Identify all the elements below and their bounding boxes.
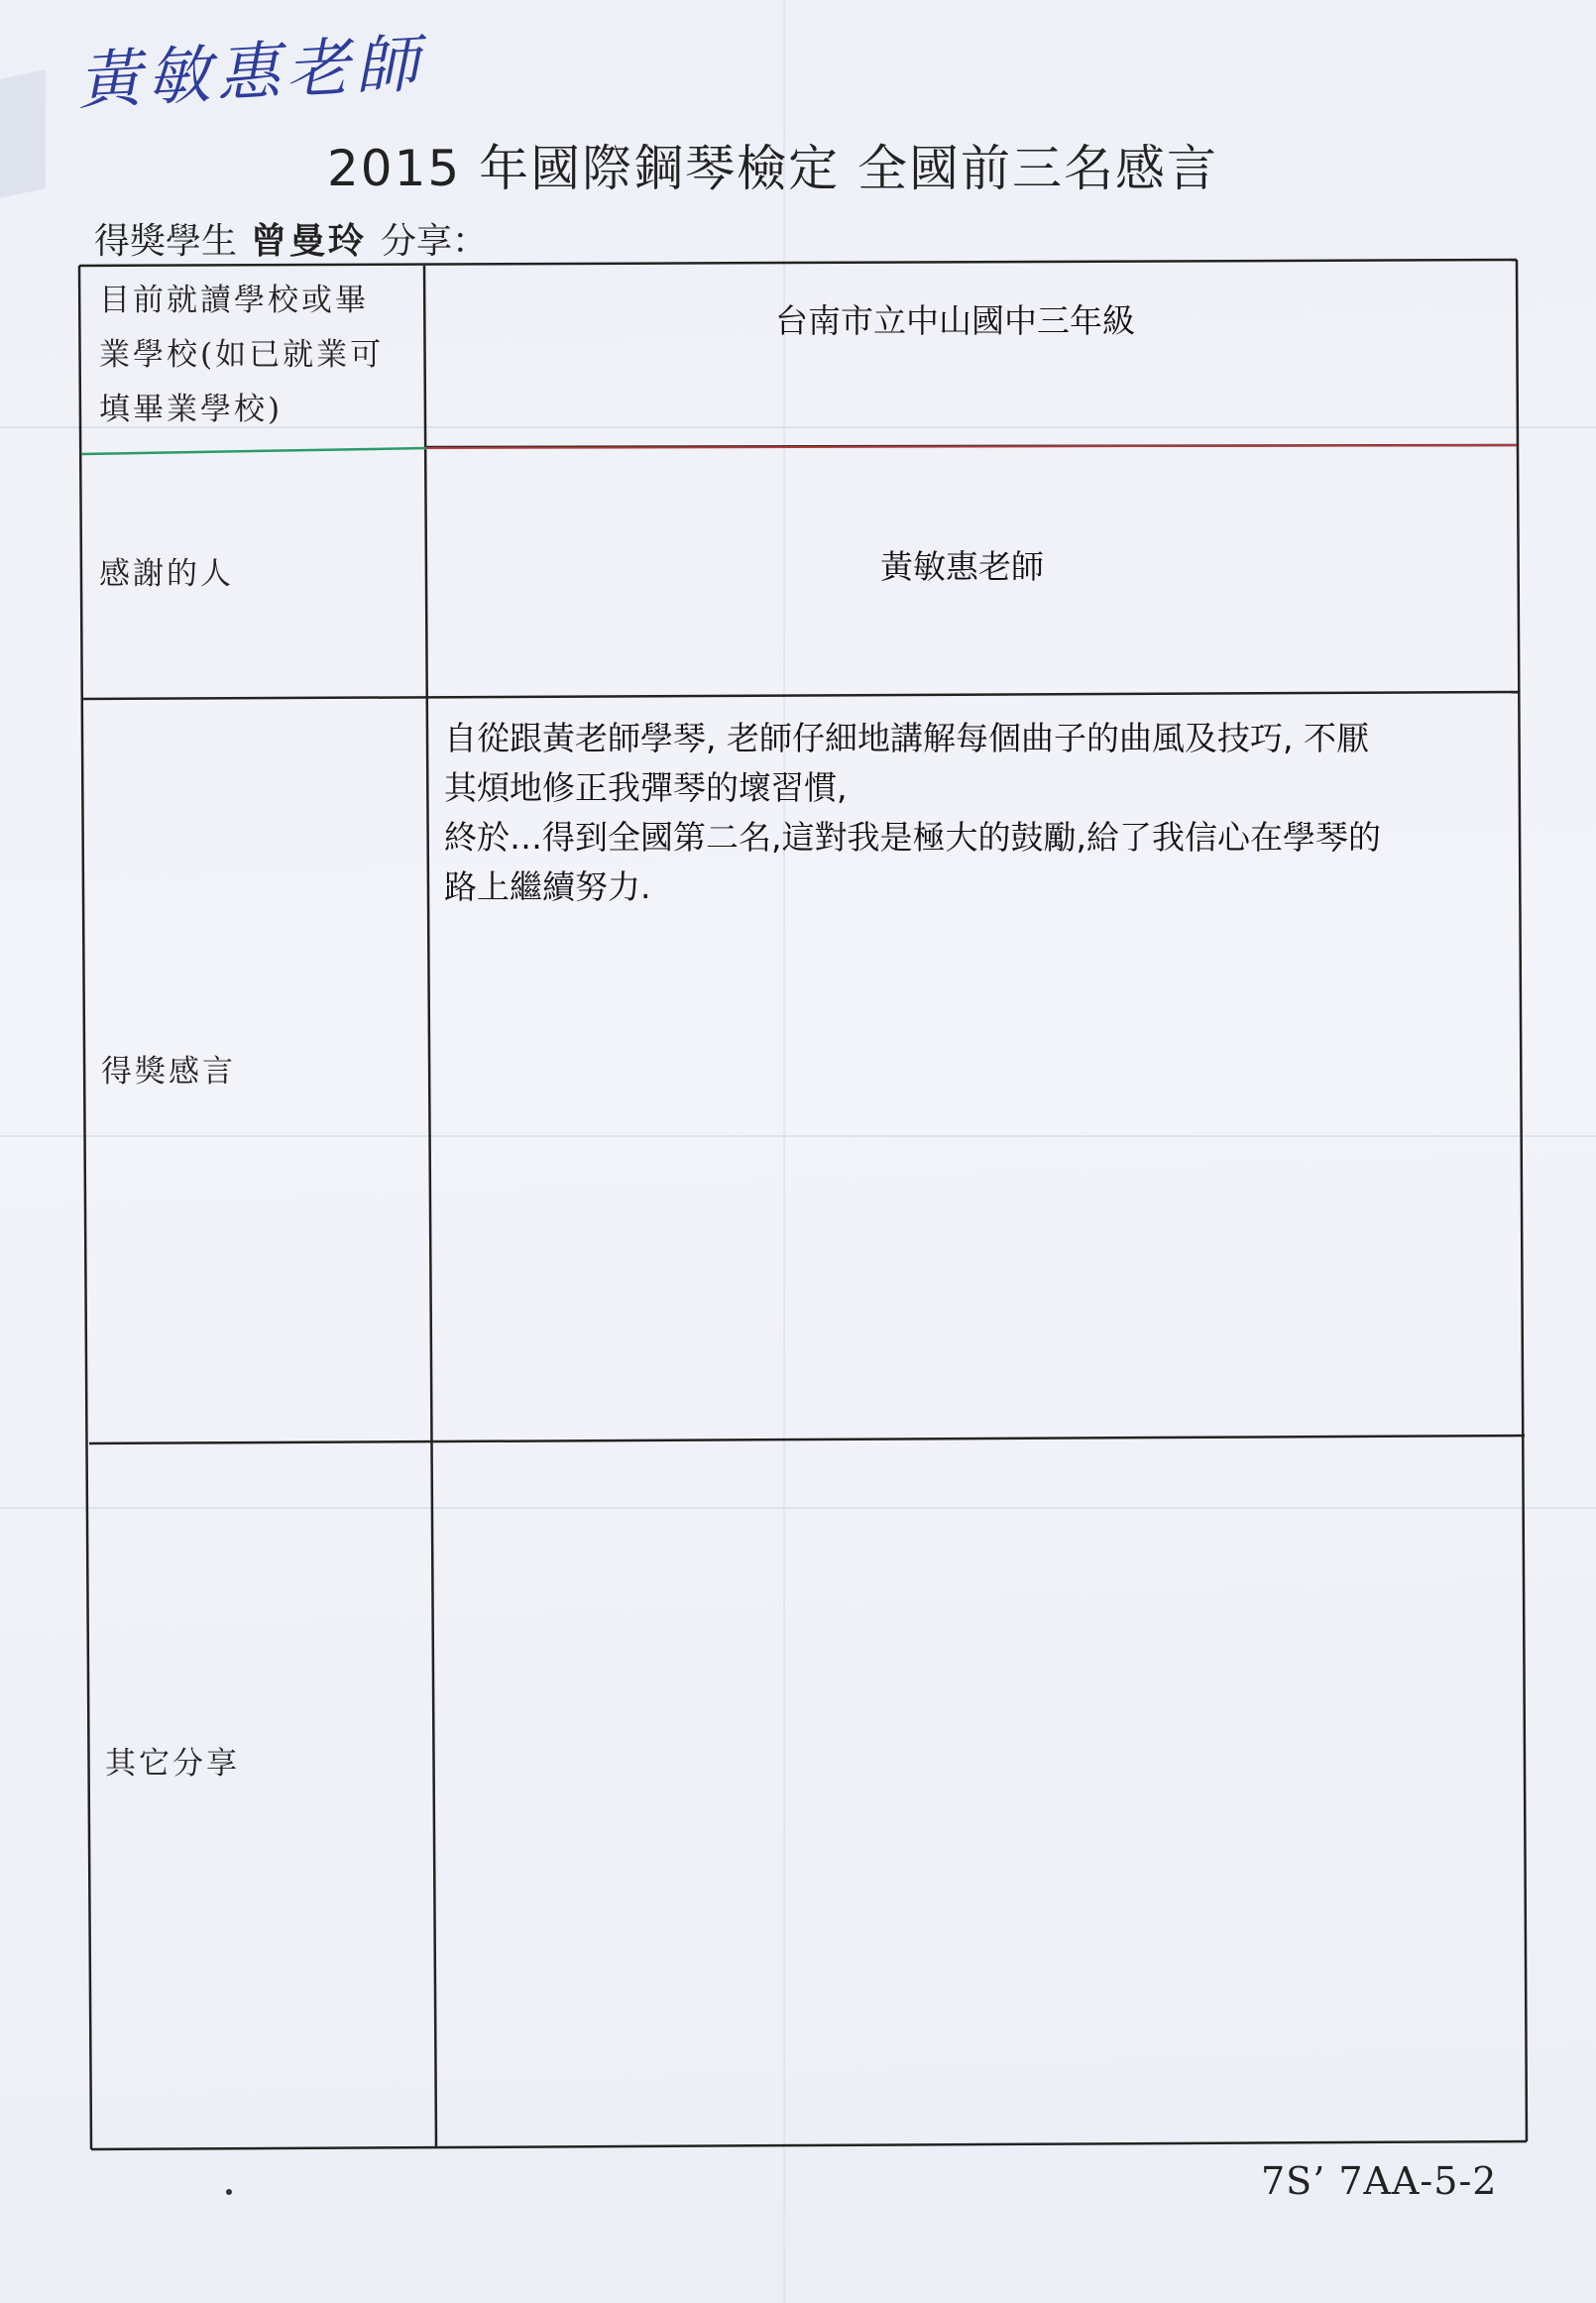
paper-fold <box>783 0 785 2303</box>
paper-corner <box>0 69 46 198</box>
label-line: 目前就讀學校或畢 <box>99 283 369 318</box>
remarks-line: 終於…得到全國第二名,這對我是極大的鼓勵,給了我信心在學琴的 <box>444 818 1381 857</box>
paper-fold <box>0 1507 1596 1509</box>
student-line <box>94 213 488 264</box>
colored-rule-red <box>426 445 1517 448</box>
student-suffix: 分享： <box>381 221 489 262</box>
label-other: 其它分享 <box>105 1746 240 1782</box>
label-thanks: 感謝的人 <box>99 556 234 592</box>
value-school: 台南市立中山國中三年級 <box>775 301 1135 340</box>
remarks-line: 其煩地修正我彈琴的壞習慣, <box>444 768 848 807</box>
label-remarks: 得獎感言 <box>101 1054 236 1090</box>
value-remarks <box>444 714 1475 912</box>
paper-fold <box>0 1135 1596 1137</box>
label-line: 填畢業學校) <box>99 392 284 427</box>
form-code: 7S’ 7AA-5-2 <box>1261 2159 1498 2203</box>
remarks-line: 自從跟黃老師學琴, 老師仔細地講解每個曲子的曲風及技巧, 不厭 <box>444 719 1369 757</box>
page-title: 2015 年國際鋼琴檢定 全國前三名感言 <box>327 140 1219 197</box>
colored-rule-green <box>81 448 426 454</box>
label-school <box>99 274 384 437</box>
handwritten-note: 黃敏惠老師 <box>75 27 427 120</box>
student-prefix: 得獎學生 <box>94 221 238 262</box>
value-thanks: 黃敏惠老師 <box>880 547 1044 586</box>
remarks-line: 路上繼續努力. <box>444 867 651 906</box>
speck <box>226 2189 232 2195</box>
student-name: 曾曼玲 <box>251 221 368 262</box>
label-line: 業學校(如已就業可 <box>99 337 385 373</box>
